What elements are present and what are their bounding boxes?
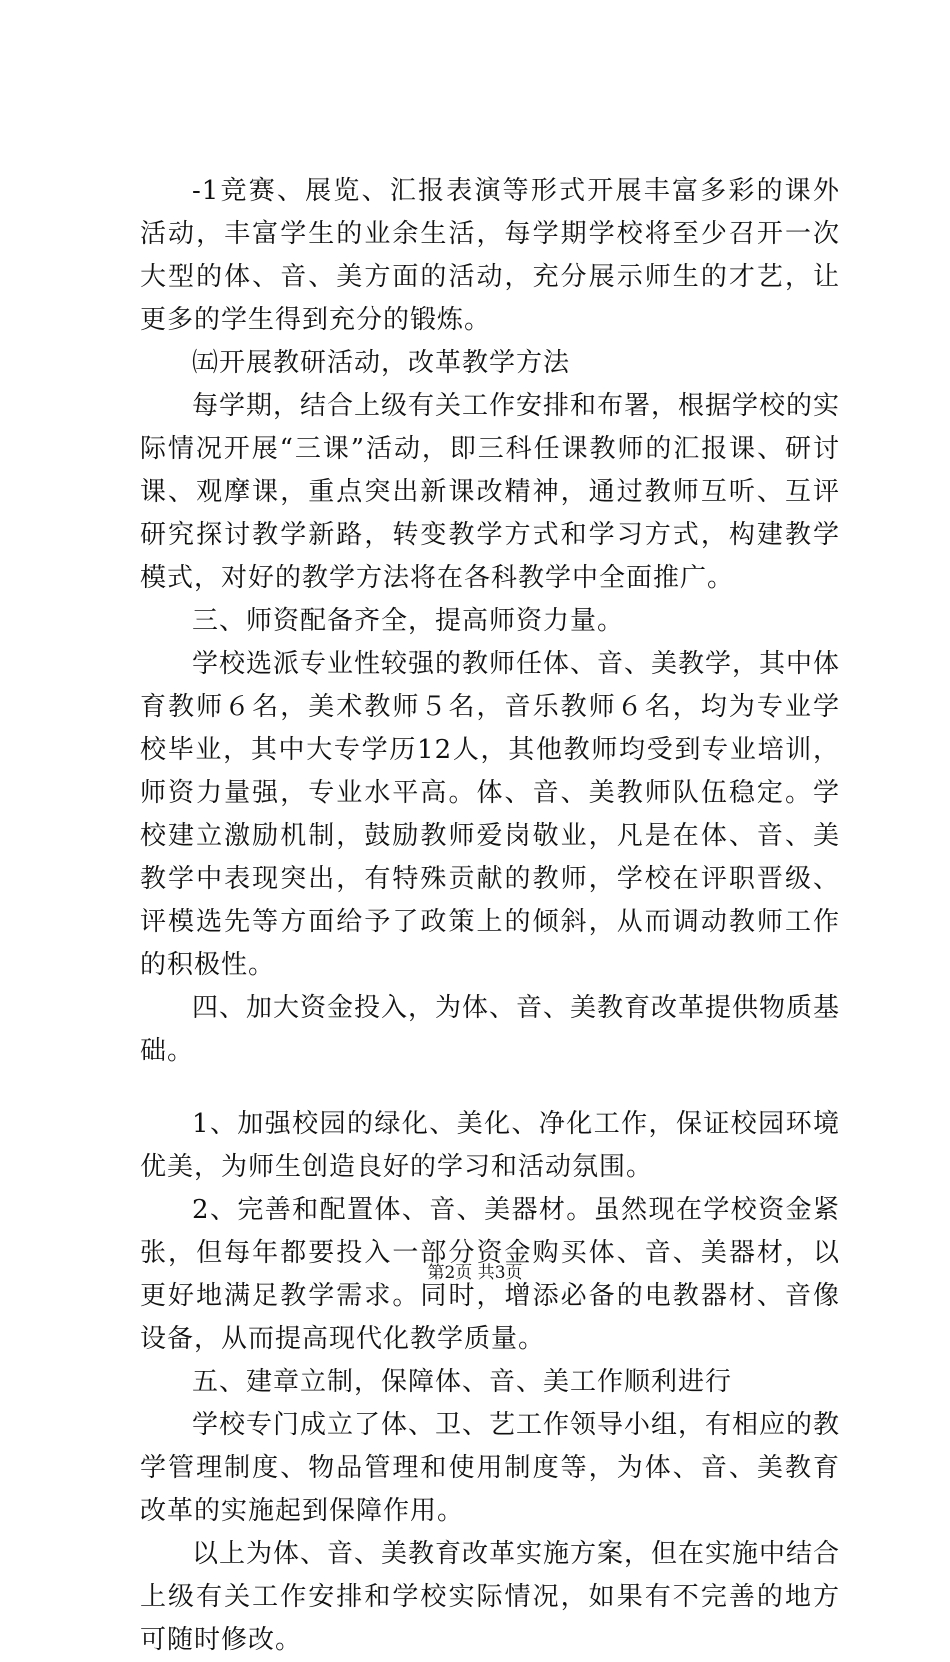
section-heading-teachers: 三、师资配备齐全，提高师资力量。	[192, 606, 625, 636]
paragraph-teaching-research: 每学期，结合上级有关工作安排和布署，根据学校的实际情况开展“三课”活动，即三科任课教师的汇报课、研讨课、观摩课，重点突出新课改精神，通过教师互听、互评研究探讨教学新路，转变教学方式和学习方式，构建教学模式，对好的教学方法将在各科教学中全面推广。	[140, 391, 841, 593]
document-body	[140, 170, 840, 1662]
paragraph-regulations: 学校专门成立了体、卫、艺工作领导小组，有相应的教学管理制度、物品管理和使用制度等，为体、音、美教育改革的实施起到保障作用。	[140, 1410, 841, 1526]
section-heading-teaching-research: ㈤开展教研活动，改革教学方法	[192, 348, 571, 378]
page-footer	[0, 1258, 950, 1283]
list-item-equipment: 2、完善和配置体、音、美器材。虽然现在学校资金紧张，但每年都要投入一部分资金购买体、音、美器材，以更好地满足教学需求。同时，增添必备的电教器材、音像设备，从而提高现代化教学质量。	[140, 1195, 840, 1354]
list-item-campus: 1、加强校园的绿化、美化、净化工作，保证校园环境优美，为师生创造良好的学习和活动氛围。	[140, 1109, 840, 1182]
page-number-label: 第2页 共3页	[427, 1263, 523, 1283]
section-heading-regulations: 五、建章立制，保障体、音、美工作顺利进行	[192, 1367, 733, 1397]
paragraph-activities: -1竞赛、展览、汇报表演等形式开展丰富多彩的课外活动，丰富学生的业余生活，每学期学校将至少召开一次大型的体、音、美方面的活动，充分展示师生的才艺，让更多的学生得到充分的锻炼。	[140, 176, 840, 335]
paragraph-conclusion: 以上为体、音、美教育改革实施方案，但在实施中结合上级有关工作安排和学校实际情况，如果有不完善的地方可随时修改。	[140, 1539, 841, 1655]
section-heading-funding: 四、加大资金投入，为体、音、美教育改革提供物质基础。	[140, 993, 841, 1066]
paragraph-teachers: 学校选派专业性较强的教师任体、音、美教学，其中体育教师６名，美术教师５名，音乐教师６名，均为专业学校毕业，其中大专学历12人，其他教师均受到专业培训，师资力量强，专业水平高。体、音、美教师队伍稳定。学校建立激励机制，鼓励教师爱岗敬业，凡是在体、音、美教学中表现突出，有特殊贡献的教师，学校在评职晋级、评模选先等方面给予了政策上的倾斜，从而调动教师工作的积极性。	[140, 649, 841, 980]
